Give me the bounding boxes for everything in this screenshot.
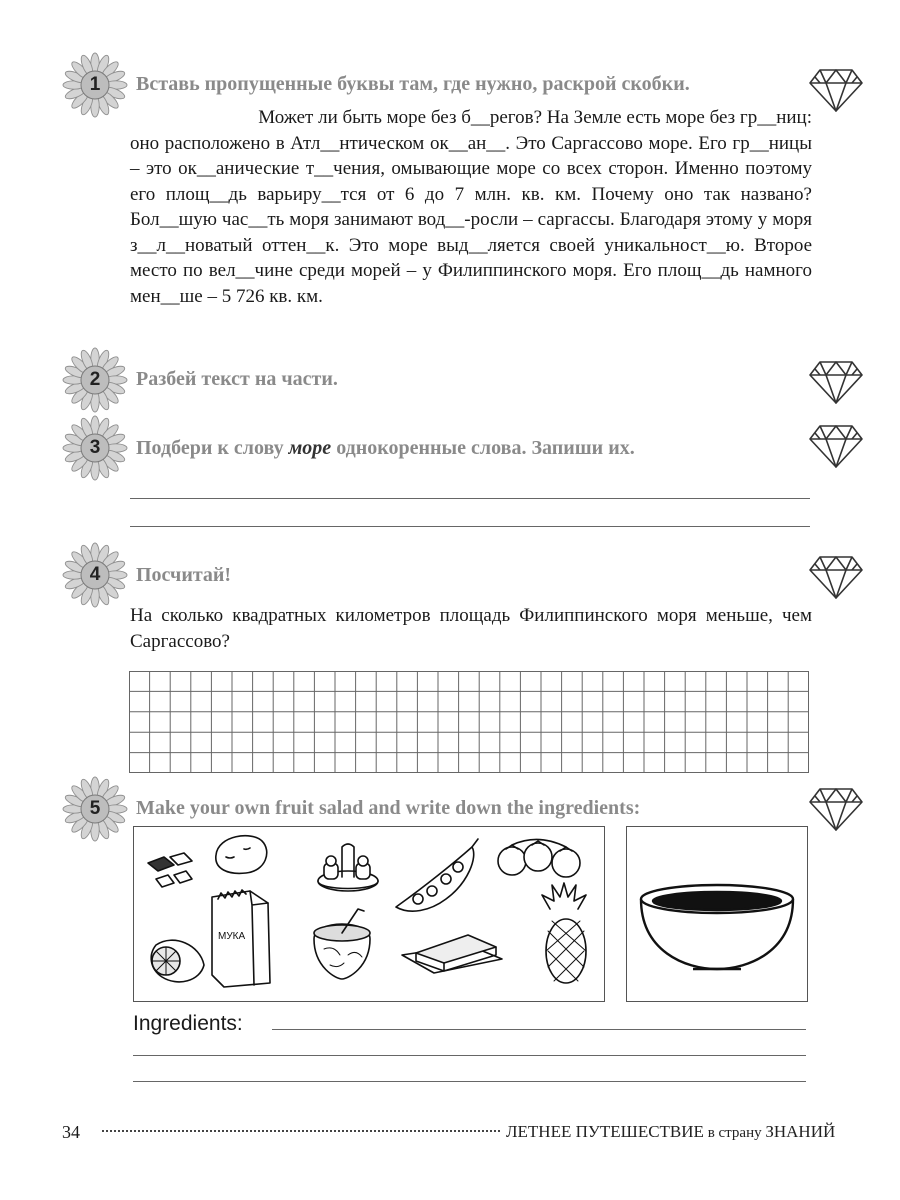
task-3-title-start: Подбери к слову (136, 437, 289, 459)
task-number: 2 (89, 369, 101, 390)
bowl-icon (627, 827, 807, 1001)
task-1-body: оно расположено в Атл__нтическом ок__ан__. Это Саргассово море. Его гр__ницы – это ок__анические т__чения, омывающие море со всех сторон. Именно поэтому его площ__дь варьиру__тся от 6 до 7 млн. кв. км. Почему оно так названо? Бол__шую час__ть моря занимают вод__-росли – саргассы. Благодаря этому у моря з__л__новатый оттен__к. Это море выд__ляется своей уникальност__ю. Второе место по вел__чине среди морей – у Филиппинского моря. Его площ__дь намного мен__ше – 5 726 кв. км. (130, 132, 812, 307)
task-number: 3 (89, 437, 101, 458)
footer-dotted-leader (102, 1130, 500, 1132)
answer-line[interactable] (130, 498, 810, 499)
task-5-badge (62, 776, 128, 842)
task-number: 1 (89, 74, 101, 95)
task-1-badge (62, 52, 128, 118)
task-3-title-end: однокоренные слова. Запиши их. (331, 437, 635, 459)
diamond-icon (808, 358, 864, 406)
lemon-icon (151, 940, 204, 982)
task-3-title (136, 437, 635, 460)
footer-title-part3: ЗНАНИЙ (765, 1122, 836, 1141)
task-2-title: Разбей текст на части. (136, 368, 338, 390)
tomatoes-icon (498, 839, 580, 877)
chocolate-icon (148, 853, 192, 887)
ingredients-input-line[interactable] (133, 1081, 806, 1082)
pea-pod-icon (396, 839, 478, 911)
task-5-title: Make your own fruit salad and write down the ingredients: (136, 797, 641, 819)
footer-title-part1: ЛЕТНЕЕ ПУТЕШЕСТВИЕ (506, 1122, 704, 1141)
ingredients-input-line[interactable] (272, 1029, 806, 1030)
ingredients-input-line[interactable] (133, 1055, 806, 1056)
task-1-first-line: Может ли быть море без б__регов? На Земле есть море без гр__ниц: (258, 107, 812, 128)
flour-bag-icon (212, 890, 270, 987)
answer-grid[interactable] (129, 671, 809, 773)
diamond-icon (808, 553, 864, 601)
ingredients-picture-box (133, 826, 605, 1002)
task-number: 4 (89, 564, 101, 585)
task-number: 5 (89, 798, 101, 819)
task-3-badge (62, 415, 128, 481)
spice-shakers-icon (318, 844, 378, 891)
potato-icon (216, 836, 267, 874)
diamond-icon (808, 422, 864, 470)
page-number: 34 (62, 1122, 80, 1142)
task-3-keyword: море (288, 437, 332, 459)
task-4-badge (62, 542, 128, 608)
task-2-badge (62, 347, 128, 413)
task-4-title: Посчитай! (136, 564, 232, 586)
diamond-icon (808, 785, 864, 833)
bowl-picture-box (626, 826, 808, 1002)
diamond-icon (808, 66, 864, 114)
task-4-question: На сколько квадратных километров площадь Филиппинского моря меньше, чем Саргассово? (130, 605, 812, 652)
footer-title (506, 1122, 835, 1142)
flour-bag-label: МУКА (218, 931, 246, 942)
butter-icon (402, 935, 502, 973)
ingredients-illustration (134, 827, 604, 1001)
ingredients-label: Ingredients: (133, 1012, 243, 1035)
footer-title-part2: в страну (703, 1125, 766, 1141)
task-1-text (130, 105, 812, 309)
pineapple-icon (542, 883, 586, 983)
answer-line[interactable] (130, 526, 810, 527)
coconut-icon (314, 909, 370, 979)
task-1-title: Вставь пропущенные буквы там, где нужно, раскрой скобки. (136, 73, 690, 95)
